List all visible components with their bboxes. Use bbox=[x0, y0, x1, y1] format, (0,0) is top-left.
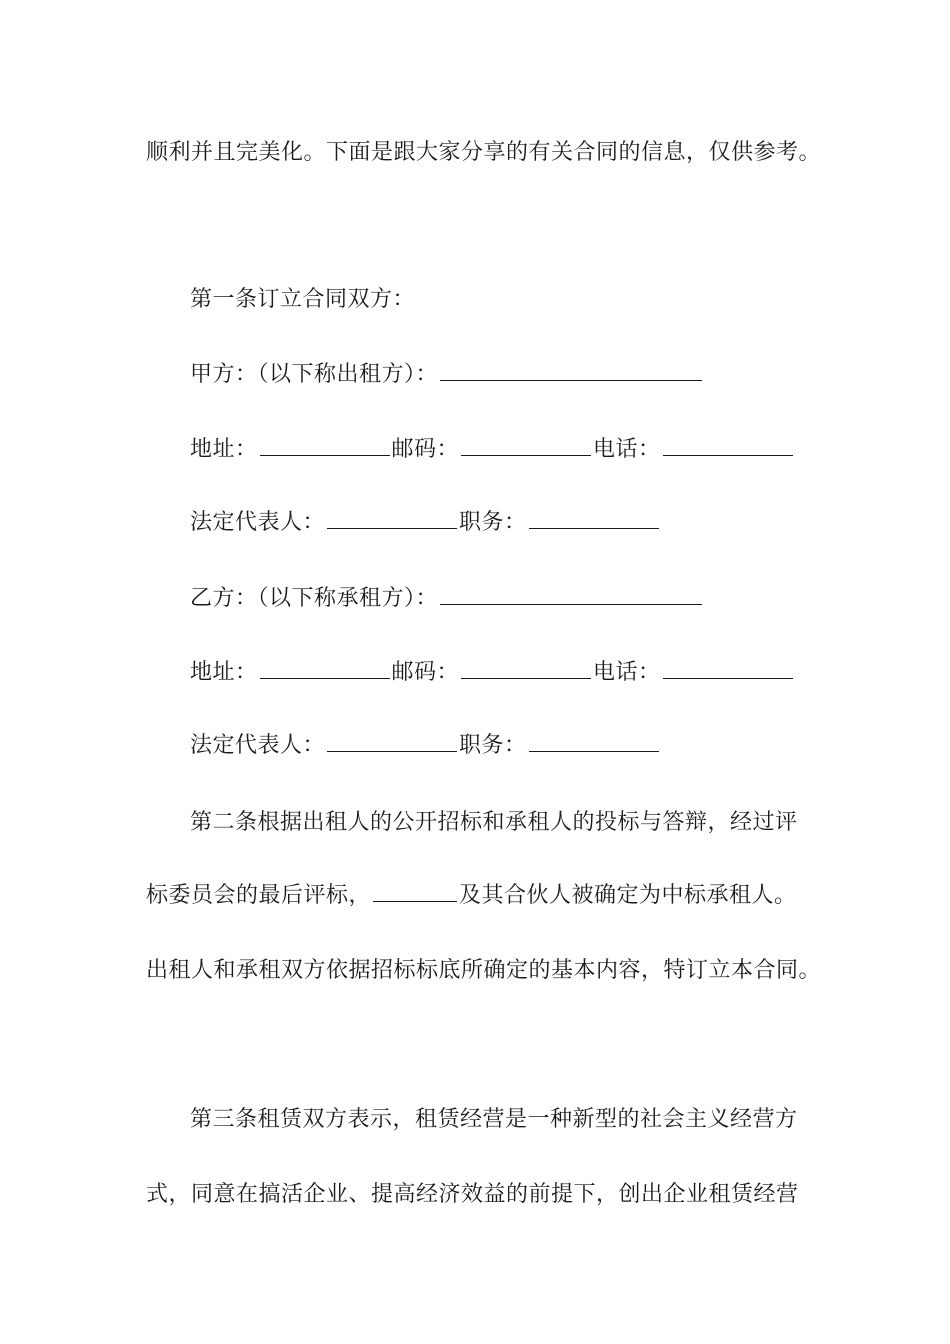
legal-rep-blank[interactable] bbox=[327, 508, 457, 529]
party-a-label: 甲方：（以下称出租方）： bbox=[190, 362, 439, 387]
article-1-heading: 第一条订立合同双方： bbox=[190, 287, 416, 312]
party-b-contact-line bbox=[190, 658, 795, 688]
position-label: 职务： bbox=[459, 733, 527, 758]
address-label: 地址： bbox=[190, 437, 258, 462]
postcode-label: 邮码： bbox=[391, 437, 460, 462]
phone-label: 电话： bbox=[593, 660, 661, 685]
position-blank[interactable] bbox=[529, 731, 659, 752]
party-a-contact-line bbox=[190, 435, 795, 465]
position-blank[interactable] bbox=[529, 508, 659, 529]
article-3-line-2: 式，同意在搞活企业、提高经济效益的前提下，创出企业租赁经营 bbox=[146, 1182, 799, 1207]
phone-blank[interactable] bbox=[663, 658, 793, 679]
legal-rep-label: 法定代表人： bbox=[190, 510, 326, 535]
party-b-rep-line bbox=[190, 731, 661, 761]
party-a-rep-line bbox=[190, 508, 661, 538]
article-2-text-a: 标委员会的最后评标， bbox=[146, 883, 372, 908]
party-a-line bbox=[190, 360, 704, 390]
position-label: 职务： bbox=[459, 510, 527, 535]
article-2-text-b: 及其合伙人被确定为中标承租人。 bbox=[459, 883, 797, 908]
address-label: 地址： bbox=[190, 660, 258, 685]
postcode-blank[interactable] bbox=[461, 658, 591, 679]
party-a-blank[interactable] bbox=[440, 360, 702, 381]
party-b-line bbox=[190, 584, 704, 614]
postcode-blank[interactable] bbox=[461, 435, 591, 456]
party-b-label: 乙方：（以下称承租方）： bbox=[190, 586, 439, 611]
winner-blank[interactable] bbox=[373, 881, 457, 902]
phone-blank[interactable] bbox=[663, 435, 793, 456]
article-2-line-1: 第二条根据出租人的公开招标和承租人的投标与答辩，经过评 bbox=[190, 810, 798, 835]
phone-label: 电话： bbox=[593, 437, 661, 462]
address-blank[interactable] bbox=[260, 658, 390, 679]
article-3-line-1: 第三条租赁双方表示，租赁经营是一种新型的社会主义经营方 bbox=[190, 1107, 798, 1132]
intro-text: 顺利并且完美化。下面是跟大家分享的有关合同的信息，仅供参考。 bbox=[146, 140, 822, 165]
postcode-label: 邮码： bbox=[391, 660, 460, 685]
legal-rep-label: 法定代表人： bbox=[190, 733, 326, 758]
legal-rep-blank[interactable] bbox=[327, 731, 457, 752]
address-blank[interactable] bbox=[260, 435, 390, 456]
article-2-line-2 bbox=[146, 881, 797, 911]
article-2-line-3: 出租人和承租双方依据招标标底所确定的基本内容，特订立本合同。 bbox=[146, 958, 822, 983]
party-b-blank[interactable] bbox=[440, 584, 702, 605]
